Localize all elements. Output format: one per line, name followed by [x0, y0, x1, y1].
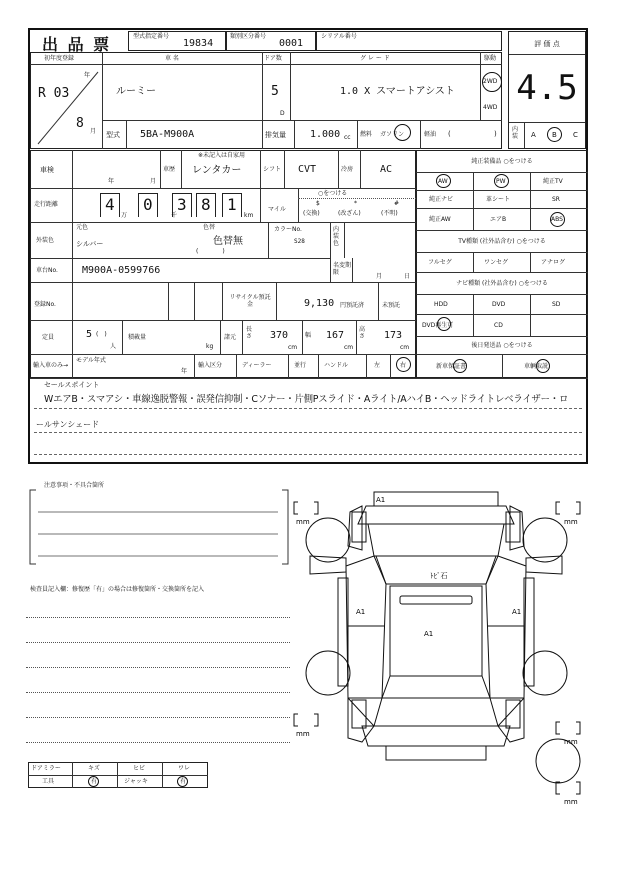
- row2-block: [30, 150, 416, 378]
- reg-year-value: R 03: [38, 86, 70, 101]
- navi-type-label: ナビ種類 (社外品含む) ○をつける: [456, 280, 548, 287]
- height-value: 173: [384, 330, 403, 341]
- mileage-digit: 8: [201, 195, 211, 214]
- sales-line1: WエアB・スマアシ・車線逸脱警報・誤発信抑制・Cソナー・片側Pスライド・Aライト/AハイB・ヘッドライトレベライザー・ロ: [44, 394, 569, 405]
- car-name-value: ルーミー: [116, 86, 156, 97]
- mileage-digit: 3: [177, 195, 187, 214]
- fuel-gasoline-circle: [394, 124, 411, 141]
- handle-right-circle: [396, 357, 411, 372]
- later-label: 後日発送品 ○をつける: [471, 342, 533, 349]
- shift-value: CVT: [298, 164, 317, 175]
- chassis-value: M900A-0599766: [82, 265, 161, 276]
- equip-abs-circle: [550, 212, 565, 227]
- mileage-digit-box: [196, 193, 216, 217]
- navi-sd: SD: [552, 301, 561, 308]
- displacement-value: 1.000: [310, 129, 341, 140]
- caution-label: 注意事項・不具合箇所: [44, 482, 105, 489]
- serial-box: シリアル番号: [316, 31, 502, 51]
- fuel-diesel: 軽油: [424, 131, 437, 138]
- navi-hdd: HDD: [434, 301, 448, 308]
- score-box: 評 価 点 4.5 内装 A B C: [508, 31, 586, 149]
- cooler-value: AC: [380, 164, 393, 175]
- grade-value: 1.0 X スマートアシスト: [340, 86, 455, 97]
- inspector-label: 検査員記入欄：修復歴「有」の場合は修復箇所・交換箇所を記入: [30, 586, 205, 593]
- equip-leather: 革シート: [486, 196, 511, 203]
- diag-a1-center: A1: [424, 630, 434, 638]
- diag-a1-top: A1: [376, 496, 386, 504]
- mileage-digit-box: [100, 193, 120, 217]
- exterior-color-value: シルバー: [76, 240, 104, 248]
- caution-bracket: [26, 486, 292, 570]
- drive-4wd: 4WD: [483, 104, 498, 111]
- recycle-amount: 9,130: [304, 298, 335, 309]
- diag-a1-left: A1: [356, 608, 366, 616]
- color-no-value: S28: [294, 238, 305, 245]
- tools-has-circle: [88, 776, 99, 787]
- doors-value: 5: [271, 84, 279, 99]
- mileage-digit: 1: [227, 195, 237, 214]
- equip-aw-circle: [436, 174, 451, 188]
- sales-line2: ールサンシェード: [36, 420, 100, 429]
- form-title: 出 品 票: [42, 35, 112, 54]
- equip-oem-tv: 純正TV: [543, 178, 563, 185]
- mileage-digit-box: [222, 193, 242, 217]
- sales-label: セールスポイント: [44, 381, 100, 389]
- oem-label: 純正装備品 ○をつける: [471, 158, 533, 165]
- tv-analog: アナログ: [541, 259, 566, 266]
- model-type-value: 5BA-M900A: [140, 129, 195, 140]
- later-manual-circle: [536, 359, 550, 373]
- drive-2wd: 2WD: [483, 78, 498, 85]
- model-designation-value: 19834: [183, 38, 214, 49]
- later-warranty-circle: [453, 359, 467, 373]
- equip-airbag: エアB: [490, 216, 507, 223]
- tv-oneseg: ワンセグ: [484, 259, 509, 266]
- width-value: 167: [326, 330, 345, 341]
- later-warranty: 新車保証書: [436, 363, 467, 370]
- svg-text:mm: mm: [296, 730, 310, 738]
- model-designation-box: 型式指定番号 19834: [128, 31, 226, 51]
- equip-aw: AW: [438, 178, 448, 185]
- jack-has-circle: [177, 776, 188, 787]
- capacity-value: 5: [86, 329, 93, 340]
- reg-date-diagonal: [30, 64, 102, 149]
- later-manual: 車輌取説: [524, 363, 549, 370]
- diag-a1-right: A1: [512, 608, 522, 616]
- interior-b-circle: [547, 127, 562, 142]
- diag-chip: ﾄﾋﾞ石: [430, 572, 448, 580]
- equip-oem-navi: 純正ナビ: [429, 196, 454, 203]
- svg-text:mm: mm: [564, 518, 578, 526]
- equip-pw: PW: [496, 178, 506, 185]
- svg-text:mm: mm: [564, 798, 578, 806]
- score-label: 評 価 点: [534, 40, 560, 48]
- interior-c: C: [573, 131, 578, 139]
- svg-text:mm: mm: [296, 518, 310, 526]
- mileage-digit: 4: [105, 195, 115, 214]
- interior-a: A: [531, 131, 536, 139]
- equip-sunroof: SR: [552, 196, 560, 203]
- score-value: 4.5: [516, 68, 578, 108]
- svg-text:mm: mm: [564, 738, 578, 746]
- equip-oem-aw: 純正AW: [429, 216, 451, 223]
- navi-cd: CD: [494, 322, 503, 329]
- fuel-gasoline: ガソリン: [380, 131, 405, 138]
- mileage-digit: 0: [143, 195, 153, 214]
- equip-pw-circle: [494, 174, 509, 188]
- length-value: 370: [270, 330, 289, 341]
- interior-b: B: [552, 131, 557, 139]
- category-box: 類別区分番号 0001: [226, 31, 316, 51]
- history-value: レンタカー: [192, 165, 242, 176]
- navi-dvd: DVD: [492, 301, 506, 308]
- navi-dvd-play-circle: [437, 317, 451, 331]
- reg-month-value: 8: [76, 116, 84, 131]
- tv-fullseg: フルセグ: [428, 259, 452, 266]
- color-change-value: 色替無: [213, 236, 243, 247]
- mileage-digit-box: [138, 193, 158, 217]
- navi-dvd-play: DVD再生可: [422, 322, 454, 329]
- car-diagram: [290, 486, 590, 806]
- equip-abs: ABS: [551, 216, 563, 223]
- tv-type-label: TV種類 (社外品含む) ○をつける: [458, 238, 546, 245]
- category-value: 0001: [279, 38, 304, 49]
